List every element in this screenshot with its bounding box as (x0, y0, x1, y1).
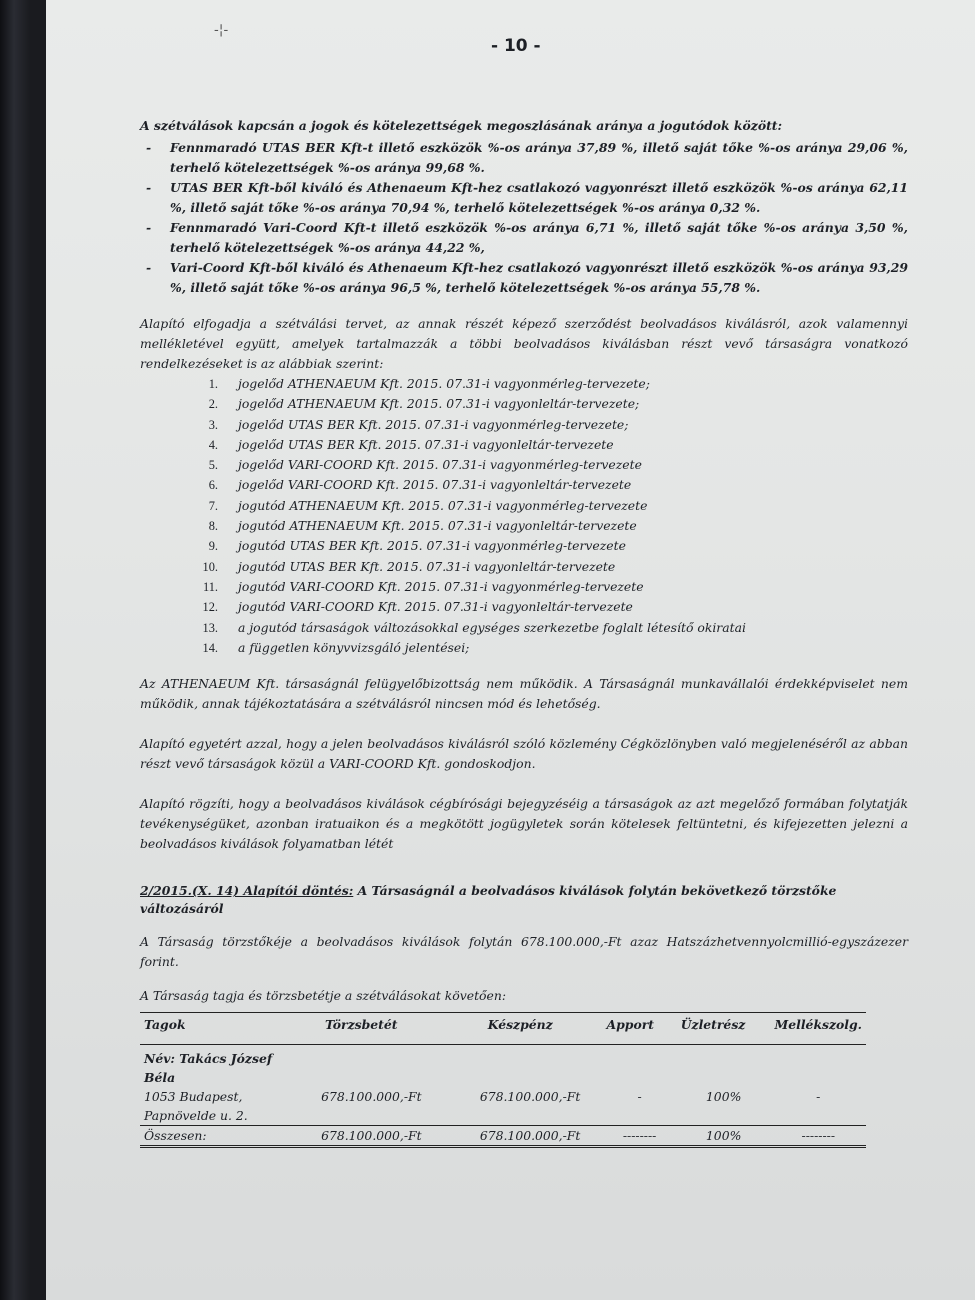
decision-ref: 2/2015.(X. 14) Alapítói döntés: (140, 883, 354, 899)
crosshair-mark: -¦- (214, 22, 229, 38)
document-page (46, 0, 975, 1300)
member-apport: - (637, 1089, 642, 1105)
list-item: 9. jogutód UTAS BER Kft. 2015. 07.31-i vagyonmérleg-tervezete (208, 538, 626, 554)
member-name-line2: Béla (144, 1070, 176, 1086)
list-item: 2. jogelőd ATHENAEUM Kft. 2015. 07.31-i vagyonleltár-tervezete; (208, 396, 640, 412)
list-item: 1. jogelőd ATHENAEUM Kft. 2015. 07.31-i vagyonmérleg-tervezete; (208, 376, 650, 391)
table-row (140, 1045, 866, 1069)
decision-title: A Társaságnál a beolvadásos kiválások folytán bekövetkező törzstőke változásáról (140, 883, 837, 917)
table-header-row (140, 1013, 866, 1045)
col-header: Üzletrész (677, 1013, 771, 1045)
para-rogziti: Alapító rögzíti, hogy a beolvadásos kiválások cégbírósági bejegyzéséig a társaságok az azt megelőző formában folytatják tevékenységüket, azonban iratuaikon és a megkötött jogügyletek során kötelesek feltüntetni, és kifejezetten jelezni a beolvadásos kiválások folyamatban létét (140, 796, 908, 852)
list-item: 8. jogutód ATHENAEUM Kft. 2015. 07.31-i vagyonleltár-tervezete (208, 518, 637, 534)
member-address-line2: Papnövelde u. 2. (144, 1108, 248, 1124)
intro-heading: A szétválások kapcsán a jogok és kötelezettségek megoszlásának aránya a jogutódok között: (140, 118, 783, 133)
member-mellekszolg: - (816, 1089, 821, 1105)
list-item: 4. jogelőd UTAS BER Kft. 2015. 07.31-i vagyonleltár-tervezete (208, 436, 614, 452)
col-header: Készpénz (458, 1013, 603, 1045)
list-item: 5. jogelőd VARI-COORD Kft. 2015. 07.31-i vagyonmérleg-tervezete (208, 457, 642, 473)
decision-heading (140, 882, 908, 918)
list-item: 10. jogutód UTAS BER Kft. 2015. 07.31-i vagyonleltár-tervezete (202, 558, 616, 574)
para-felugyelobizottsag: Az ATHENAEUM Kft. társaságnál felügyelőbizottság nem működik. A Társaságnál munkavállalói érdekképviselet nem működik, annak tájékoztatására a szétválásról nincsen mód és lehetőség. (140, 676, 908, 712)
col-header: Mellékszolg. (771, 1013, 866, 1045)
members-table (140, 1012, 866, 1148)
member-name-line1: Név: Takács József (144, 1051, 273, 1067)
para-tagja: A Társaság tagja és törzsbetétje a szétválásokat követően: (140, 988, 506, 1004)
table-row (140, 1068, 866, 1087)
member-address-line1: 1053 Budapest, (144, 1089, 243, 1105)
ratio-bullet-list (140, 138, 908, 298)
member-uzletresz: 100% (705, 1089, 742, 1105)
member-keszpenz: 678.100.000,-Ft (479, 1089, 581, 1105)
list-item: 11. jogutód VARI-COORD Kft. 2015. 07.31-i vagyonmérleg-tervezete (202, 578, 644, 594)
page-number: - 10 - (491, 36, 541, 56)
table-row (140, 1087, 866, 1106)
list-item: 13. a jogutód társaságok változásokkal egységes szerkezetbe foglalt létesítő okiratai (202, 619, 746, 635)
bullet-item: - Vari-Coord Kft-ből kiváló és Athenaeum Kft-hez csatlakozó vagyonrészt illető eszközök %-os aránya 93,29 %, illető saját tőke %-os aránya 96,5 %, terhelő kötelezettségek %-os aránya 55,78 %. (140, 258, 908, 298)
total-keszpenz: 678.100.000,-Ft (458, 1126, 603, 1147)
total-apport: -------- (603, 1126, 677, 1147)
bullet-item: - Fennmaradó UTAS BER Kft-t illető eszközök %-os aránya 37,89 %, illető saját tőke %-os aránya 29,06 %, terhelő kötelezettségek %-os aránya 99,68 %. (140, 138, 908, 178)
list-item: 14. a független könyvvizsgáló jelentései; (202, 639, 470, 655)
bullet-item: - Fennmaradó Vari-Coord Kft-t illető eszközök %-os aránya 6,71 %, illető saját tőke %-os aránya 3,50 %, terhelő kötelezettségek %-os aránya 44,22 %, (140, 218, 908, 258)
list-item: 7. jogutód ATHENAEUM Kft. 2015. 07.31-i vagyonmérleg-tervezete (208, 497, 648, 513)
col-header: Apport (603, 1013, 677, 1045)
para-torzstoke: A Társaság törzstőkéje a beolvadásos kiválások folytán 678.100.000,-Ft azaz Hatszázhetvennyolcmillió-egyszázezer forint. (140, 934, 908, 970)
member-torzsbetet: 678.100.000,-Ft (321, 1089, 422, 1105)
col-header: Tagok (140, 1013, 285, 1045)
table-total-row (140, 1126, 866, 1147)
list-item: 3. jogelőd UTAS BER Kft. 2015. 07.31-i vagyonmérleg-tervezete; (208, 416, 629, 432)
list-item: 12. jogutód VARI-COORD Kft. 2015. 07.31-i vagyonleltár-tervezete (202, 599, 633, 615)
para-cegkozlony: Alapító egyetért azzal, hogy a jelen beolvadásos kiválásról szóló közlemény Cégközlönyben való megjelenéséről az abban részt vevő társaságok közül a VARI-COORD Kft. gondoskodjon. (140, 736, 908, 772)
total-torzsbetet: 678.100.000,-Ft (285, 1126, 458, 1147)
list-item: 6. jogelőd VARI-COORD Kft. 2015. 07.31-i vagyonleltár-tervezete (208, 477, 632, 493)
para-alapito-elfogadja: Alapító elfogadja a szétválási tervet, az annak részét képező szerződést beolvadásos kiválásról, azok valamennyi mellékletével együtt, amelyek tartalmazzák a többi beolvadásos kiválásban részt vevő társaságra vonatkozó rendelkezéseket is az alábbiak szerint: (140, 316, 908, 371)
document-body (140, 116, 908, 1148)
table-row (140, 1106, 866, 1126)
bullet-item: - UTAS BER Kft-ből kiváló és Athenaeum Kft-hez csatlakozó vagyonrészt illető eszközök %-os aránya 62,11 %, illető saját tőke %-os aránya 70,94 %, terhelő kötelezettségek %-os aránya 0,32 %. (140, 178, 908, 218)
total-uzletresz: 100% (677, 1126, 771, 1147)
col-header: Törzsbetét (285, 1013, 458, 1045)
total-label: Összesen: (140, 1126, 285, 1147)
total-mellekszolg: -------- (771, 1126, 866, 1147)
attachment-list (140, 374, 908, 658)
